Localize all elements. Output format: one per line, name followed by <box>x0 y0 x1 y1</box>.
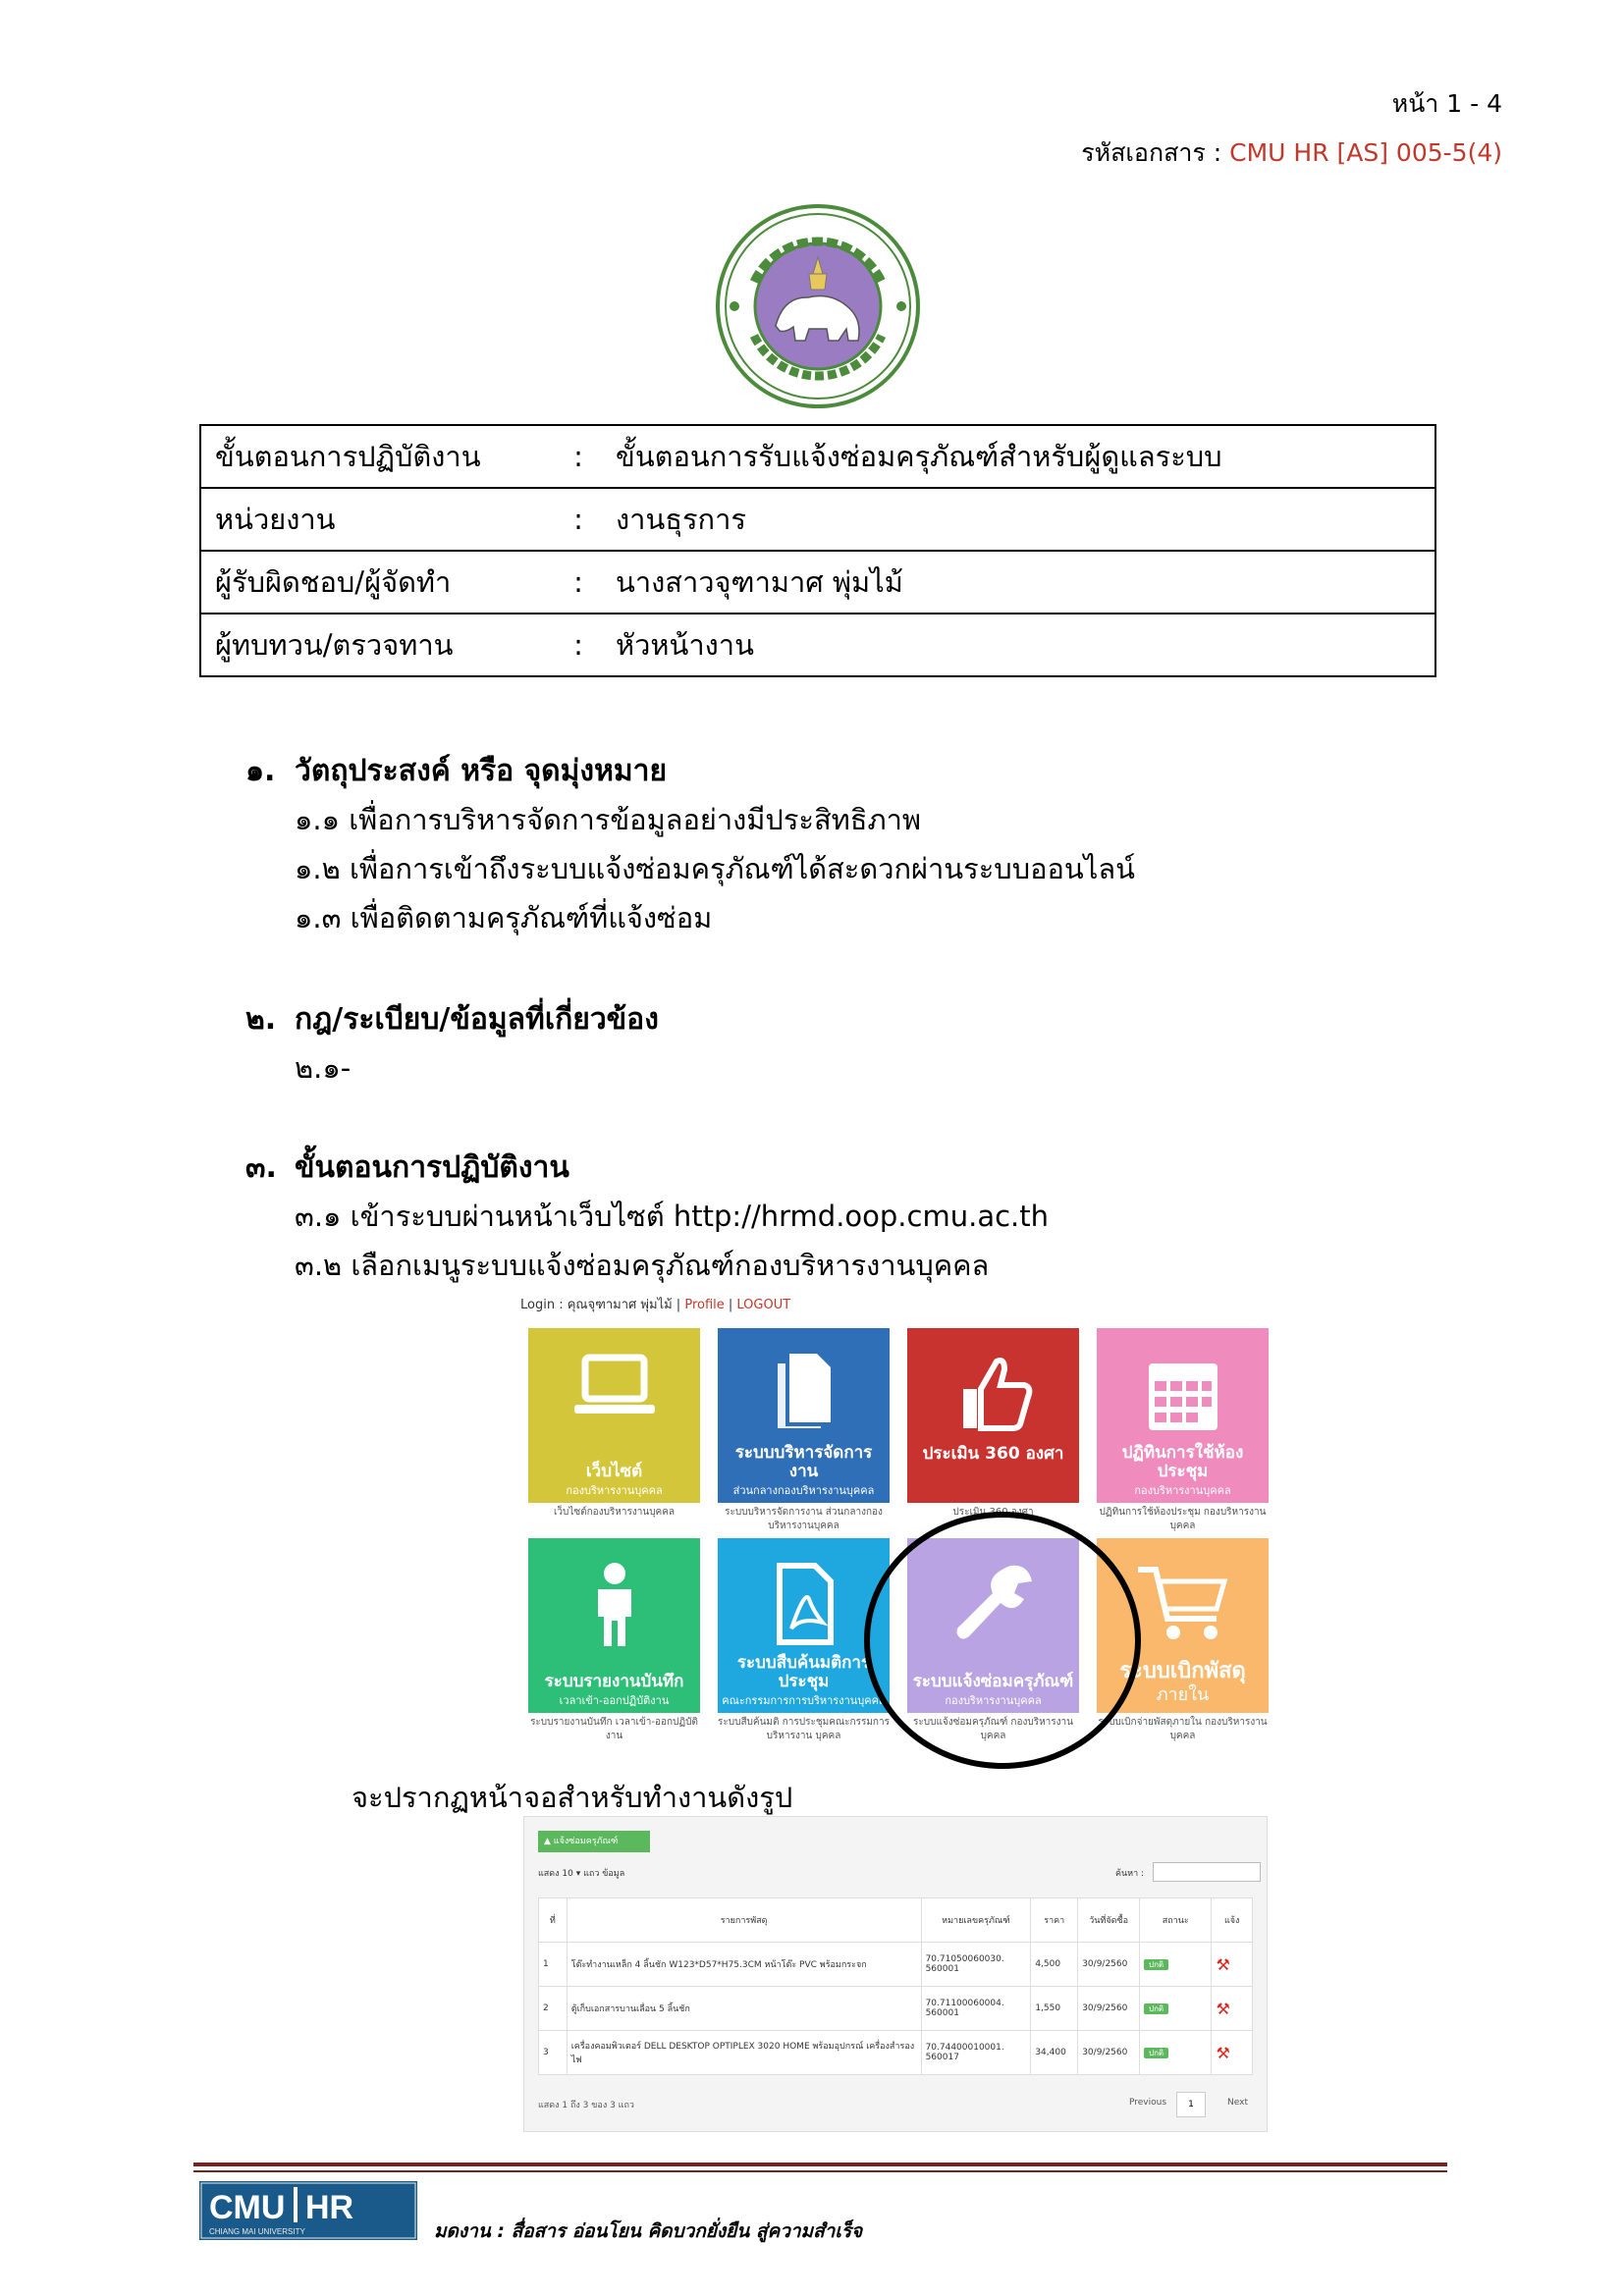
info-value: นางสาวจุฑามาศ พุ่มไม้ <box>602 551 1435 614</box>
status-badge: ปกติ <box>1144 2048 1168 2058</box>
section-1-item: ๑.๓ เพื่อติดตามครุภัณฑ์ที่แจ้งซ่อม <box>295 901 713 934</box>
tile-subtitle: คณะกรรมการการบริหารงานบุคคล <box>722 1694 886 1707</box>
profile-link[interactable]: Profile <box>684 1298 725 1312</box>
section-3-number: ๓. <box>245 1150 277 1185</box>
svg-text:CHIANG MAI UNIVERSITY: CHIANG MAI UNIVERSITY <box>209 2227 305 2236</box>
document-code-label: รหัสเอกสาร : <box>1081 138 1230 167</box>
report-repair-button[interactable]: ▲ แจ้งซ่อมครุภัณฑ์ <box>538 1831 650 1852</box>
repair-wrench-icon[interactable]: ⚒ <box>1216 1999 1230 2018</box>
tile-title: ระบบบริหารจัดการงาน <box>734 1443 873 1481</box>
tile-title: ระบบรายงานบันทึก <box>544 1672 684 1691</box>
section-2-item: ๒.๑- <box>295 1051 352 1085</box>
document-code <box>1081 133 1502 173</box>
cell-no: 2 <box>539 1987 568 2031</box>
info-colon: : <box>555 614 602 676</box>
cell-code: 70.71050060030. 560001 <box>921 1943 1031 1987</box>
table-header-row <box>539 1898 1253 1943</box>
svg-text:HR: HR <box>305 2189 354 2226</box>
tile-central-management[interactable] <box>718 1328 890 1503</box>
column-header[interactable]: แจ้ง <box>1212 1898 1253 1943</box>
login-text: Login : คุณจุฑามาศ พุ่มไม้ | <box>520 1298 685 1312</box>
cell-action <box>1212 2031 1253 2075</box>
report-repair-label: แจ้งซ่อมครุภัณฑ์ <box>553 1837 619 1846</box>
search-input[interactable] <box>1153 1862 1261 1882</box>
result-caption: จะปรากฏหน้าจอสำหรับทำงานดังรูป <box>352 1781 793 1814</box>
page-1-button[interactable]: 1 <box>1176 2092 1206 2117</box>
cell-code: 70.74400010001. 560017 <box>921 2031 1031 2075</box>
section-1-title: วัตถุประสงค์ หรือ จุดมุ่งหมาย <box>295 754 668 788</box>
cell-action <box>1212 1943 1253 1987</box>
section-1-item: ๑.๒ เพื่อการเข้าถึงระบบแจ้งซ่อมครุภัณฑ์ได้สะดวกผ่านระบบออนไลน์ <box>295 852 1135 885</box>
info-row <box>200 614 1435 676</box>
cell-price: 4,500 <box>1031 1943 1078 1987</box>
table-row <box>539 2031 1253 2075</box>
tile-title: เว็บไซต์ <box>585 1462 643 1481</box>
tile-website[interactable] <box>528 1328 700 1503</box>
tile-subtitle: ส่วนกลางกองบริหารงานบุคคล <box>732 1484 875 1497</box>
tile-caption: ระบบบริหารจัดการงาน ส่วนกลางกองบริหารงานบุคคล <box>725 1507 883 1531</box>
tile-title: ปฏิทินการใช้ห้องประชุม <box>1121 1443 1244 1481</box>
cart-icon <box>1134 1560 1232 1648</box>
cell-price: 34,400 <box>1031 2031 1078 2075</box>
cell-date: 30/9/2560 <box>1078 2031 1140 2075</box>
info-row <box>200 425 1435 488</box>
repair-list-screenshot <box>523 1816 1268 2132</box>
table-row <box>539 1987 1253 2031</box>
cell-item: ตู้เก็บเอกสารบานเลื่อน 5 ลิ้นชัก <box>567 1987 921 2031</box>
tile-meeting-calendar[interactable] <box>1097 1328 1269 1503</box>
section-2-title: กฎ/ระเบียบ/ข้อมูลที่เกี่ยวข้อง <box>295 1002 659 1037</box>
cmu-hr-logo <box>199 2181 417 2240</box>
tile-meeting-resolution[interactable] <box>718 1538 890 1713</box>
tile-caption: เว็บไซต์กองบริหารงานบุคคล <box>553 1507 676 1518</box>
info-value: หัวหน้างาน <box>602 614 1435 676</box>
cell-date: 30/9/2560 <box>1078 1943 1140 1987</box>
pdf-icon <box>760 1560 848 1648</box>
person-icon <box>570 1560 659 1648</box>
section-1-number: ๑. <box>245 754 276 788</box>
section-3-title: ขั้นตอนการปฏิบัติงาน <box>295 1150 569 1185</box>
document-icon <box>760 1350 848 1428</box>
repair-wrench-icon[interactable]: ⚒ <box>1216 1954 1230 1974</box>
cmu-seal-logo <box>715 203 921 409</box>
cell-no: 3 <box>539 2031 568 2075</box>
logout-link[interactable]: LOGOUT <box>736 1298 791 1312</box>
repair-wrench-icon[interactable]: ⚒ <box>1216 2043 1230 2062</box>
tile-caption: ประเมิน 360 องศา <box>952 1507 1034 1518</box>
tile-title: ประเมิน 360 องศา <box>922 1444 1064 1464</box>
page-number: หน้า 1 - 4 <box>1391 89 1502 118</box>
cell-status <box>1140 1987 1212 2031</box>
tile-subtitle: กองบริหารงานบุคคล <box>566 1484 663 1497</box>
tile-title: ระบบแจ้งซ่อมครุภัณฑ์ <box>912 1672 1074 1691</box>
info-value: งานธุรการ <box>602 488 1435 551</box>
cell-code: 70.71100060004. 560001 <box>921 1987 1031 2031</box>
tile-caption: ระบบรายงานบันทึก เวลาเข้า-ออกปฏิบัติงาน <box>530 1717 698 1741</box>
repair-table <box>538 1897 1253 2075</box>
cell-date: 30/9/2560 <box>1078 1987 1140 2031</box>
cell-action <box>1212 1987 1253 2031</box>
column-header[interactable]: ที่ <box>539 1898 568 1943</box>
section-2-number: ๒. <box>245 1002 277 1037</box>
tile-caption: ระบบสืบค้นมติ การประชุมคณะกรรมการบริหารงาน บุคคล <box>718 1717 890 1741</box>
status-badge: ปกติ <box>1144 1959 1168 1970</box>
column-header[interactable]: รายการพัสดุ <box>567 1898 921 1943</box>
footer-divider <box>193 2163 1447 2166</box>
cell-no: 1 <box>539 1943 568 1987</box>
cell-item: เครื่องคอมพิวเตอร์ DELL DESKTOP OPTIPLEX 3020 HOME พร้อมอุปกรณ์ เครื่องสำรองไฟ <box>567 2031 921 2075</box>
info-colon: : <box>555 551 602 614</box>
page-size-select[interactable]: แสดง 10 ▾ แถว ข้อมูล <box>538 1869 625 1879</box>
info-key: ผู้รับผิดชอบ/ผู้จัดทำ <box>200 551 555 614</box>
info-colon: : <box>555 488 602 551</box>
table-row <box>539 1943 1253 1987</box>
footer-motto: มดงาน : สื่อสาร อ่อนโยน คิดบวกยั่งยืน สู่ความสำเร็จ <box>434 2220 863 2242</box>
column-header[interactable]: วันที่จัดซื้อ <box>1078 1898 1140 1943</box>
info-row <box>200 488 1435 551</box>
previous-button[interactable]: Previous <box>1129 2098 1167 2108</box>
section-3-item: ๓.๒ เลือกเมนูระบบแจ้งซ่อมครุภัณฑ์กองบริหารงานบุคคล <box>295 1249 990 1282</box>
cell-status <box>1140 1943 1212 1987</box>
table-info: แสดง 1 ถึง 3 ของ 3 แถว <box>538 2101 634 2110</box>
tile-subtitle: เวลาเข้า-ออกปฏิบัติงาน <box>559 1694 670 1707</box>
highlight-circle <box>864 1512 1141 1769</box>
tile-caption: ระบบเบิกจ่ายพัสดุภายใน กองบริหารงานบุคคล <box>1098 1717 1268 1741</box>
calendar-icon <box>1139 1350 1227 1438</box>
next-button[interactable]: Next <box>1227 2098 1248 2108</box>
tile-subtitle: ภายใน <box>1156 1684 1210 1705</box>
cell-price: 1,550 <box>1031 1987 1078 2031</box>
cell-item: โต๊ะทำงานเหล็ก 4 ลิ้นชัก W123*D57*H75.3CM หน้าโต๊ะ PVC พร้อมกระจก <box>567 1943 921 1987</box>
info-key: ผู้ทบทวน/ตรวจทาน <box>200 614 555 676</box>
laptop-icon <box>570 1350 659 1428</box>
svg-text:CMU: CMU <box>209 2189 286 2226</box>
procedure-info-table <box>199 424 1436 677</box>
thumbs-up-icon <box>949 1350 1038 1438</box>
document-code-value: CMU HR [AS] 005-5(4) <box>1229 138 1502 167</box>
footer-divider <box>193 2170 1447 2172</box>
tile-subtitle: กองบริหารงานบุคคล <box>945 1694 1042 1707</box>
tile-attendance-report[interactable] <box>528 1538 700 1713</box>
info-row <box>200 551 1435 614</box>
info-key: ขั้นตอนการปฏิบัติงาน <box>200 425 555 488</box>
tile-caption: ระบบแจ้งซ่อมครุภัณฑ์ กองบริหารงานบุคคล <box>913 1717 1073 1741</box>
tile-evaluation-360[interactable] <box>907 1328 1079 1503</box>
search-label: ค้นหา : <box>1115 1869 1145 1879</box>
info-colon: : <box>555 425 602 488</box>
column-header[interactable]: สถานะ <box>1140 1898 1212 1943</box>
login-bar <box>520 1294 790 1314</box>
section-1-item: ๑.๑ เพื่อการบริหารจัดการข้อมูลอย่างมีประสิทธิภาพ <box>295 803 922 836</box>
section-3-item: ๓.๑ เข้าระบบผ่านหน้าเว็บไซต์ http://hrmd.oop.cmu.ac.th <box>295 1200 1050 1233</box>
tile-title: ระบบสืบค้นมติการประชุม <box>736 1653 871 1691</box>
tile-subtitle: กองบริหารงานบุคคล <box>1134 1484 1231 1497</box>
info-key: หน่วยงาน <box>200 488 555 551</box>
info-value: ขั้นตอนการรับแจ้งซ่อมครุภัณฑ์สำหรับผู้ดูแลระบบ <box>602 425 1435 488</box>
cell-status <box>1140 2031 1212 2075</box>
status-badge: ปกติ <box>1144 2003 1168 2014</box>
tile-title: ระบบเบิกพัสดุ <box>1119 1659 1246 1683</box>
login-separator: | <box>724 1298 737 1312</box>
column-header[interactable]: หมายเลขครุภัณฑ์ <box>921 1898 1031 1943</box>
tile-caption: ปฏิทินการใช้ห้องประชุม กองบริหารงานบุคคล <box>1099 1507 1267 1531</box>
column-header[interactable]: ราคา <box>1031 1898 1078 1943</box>
